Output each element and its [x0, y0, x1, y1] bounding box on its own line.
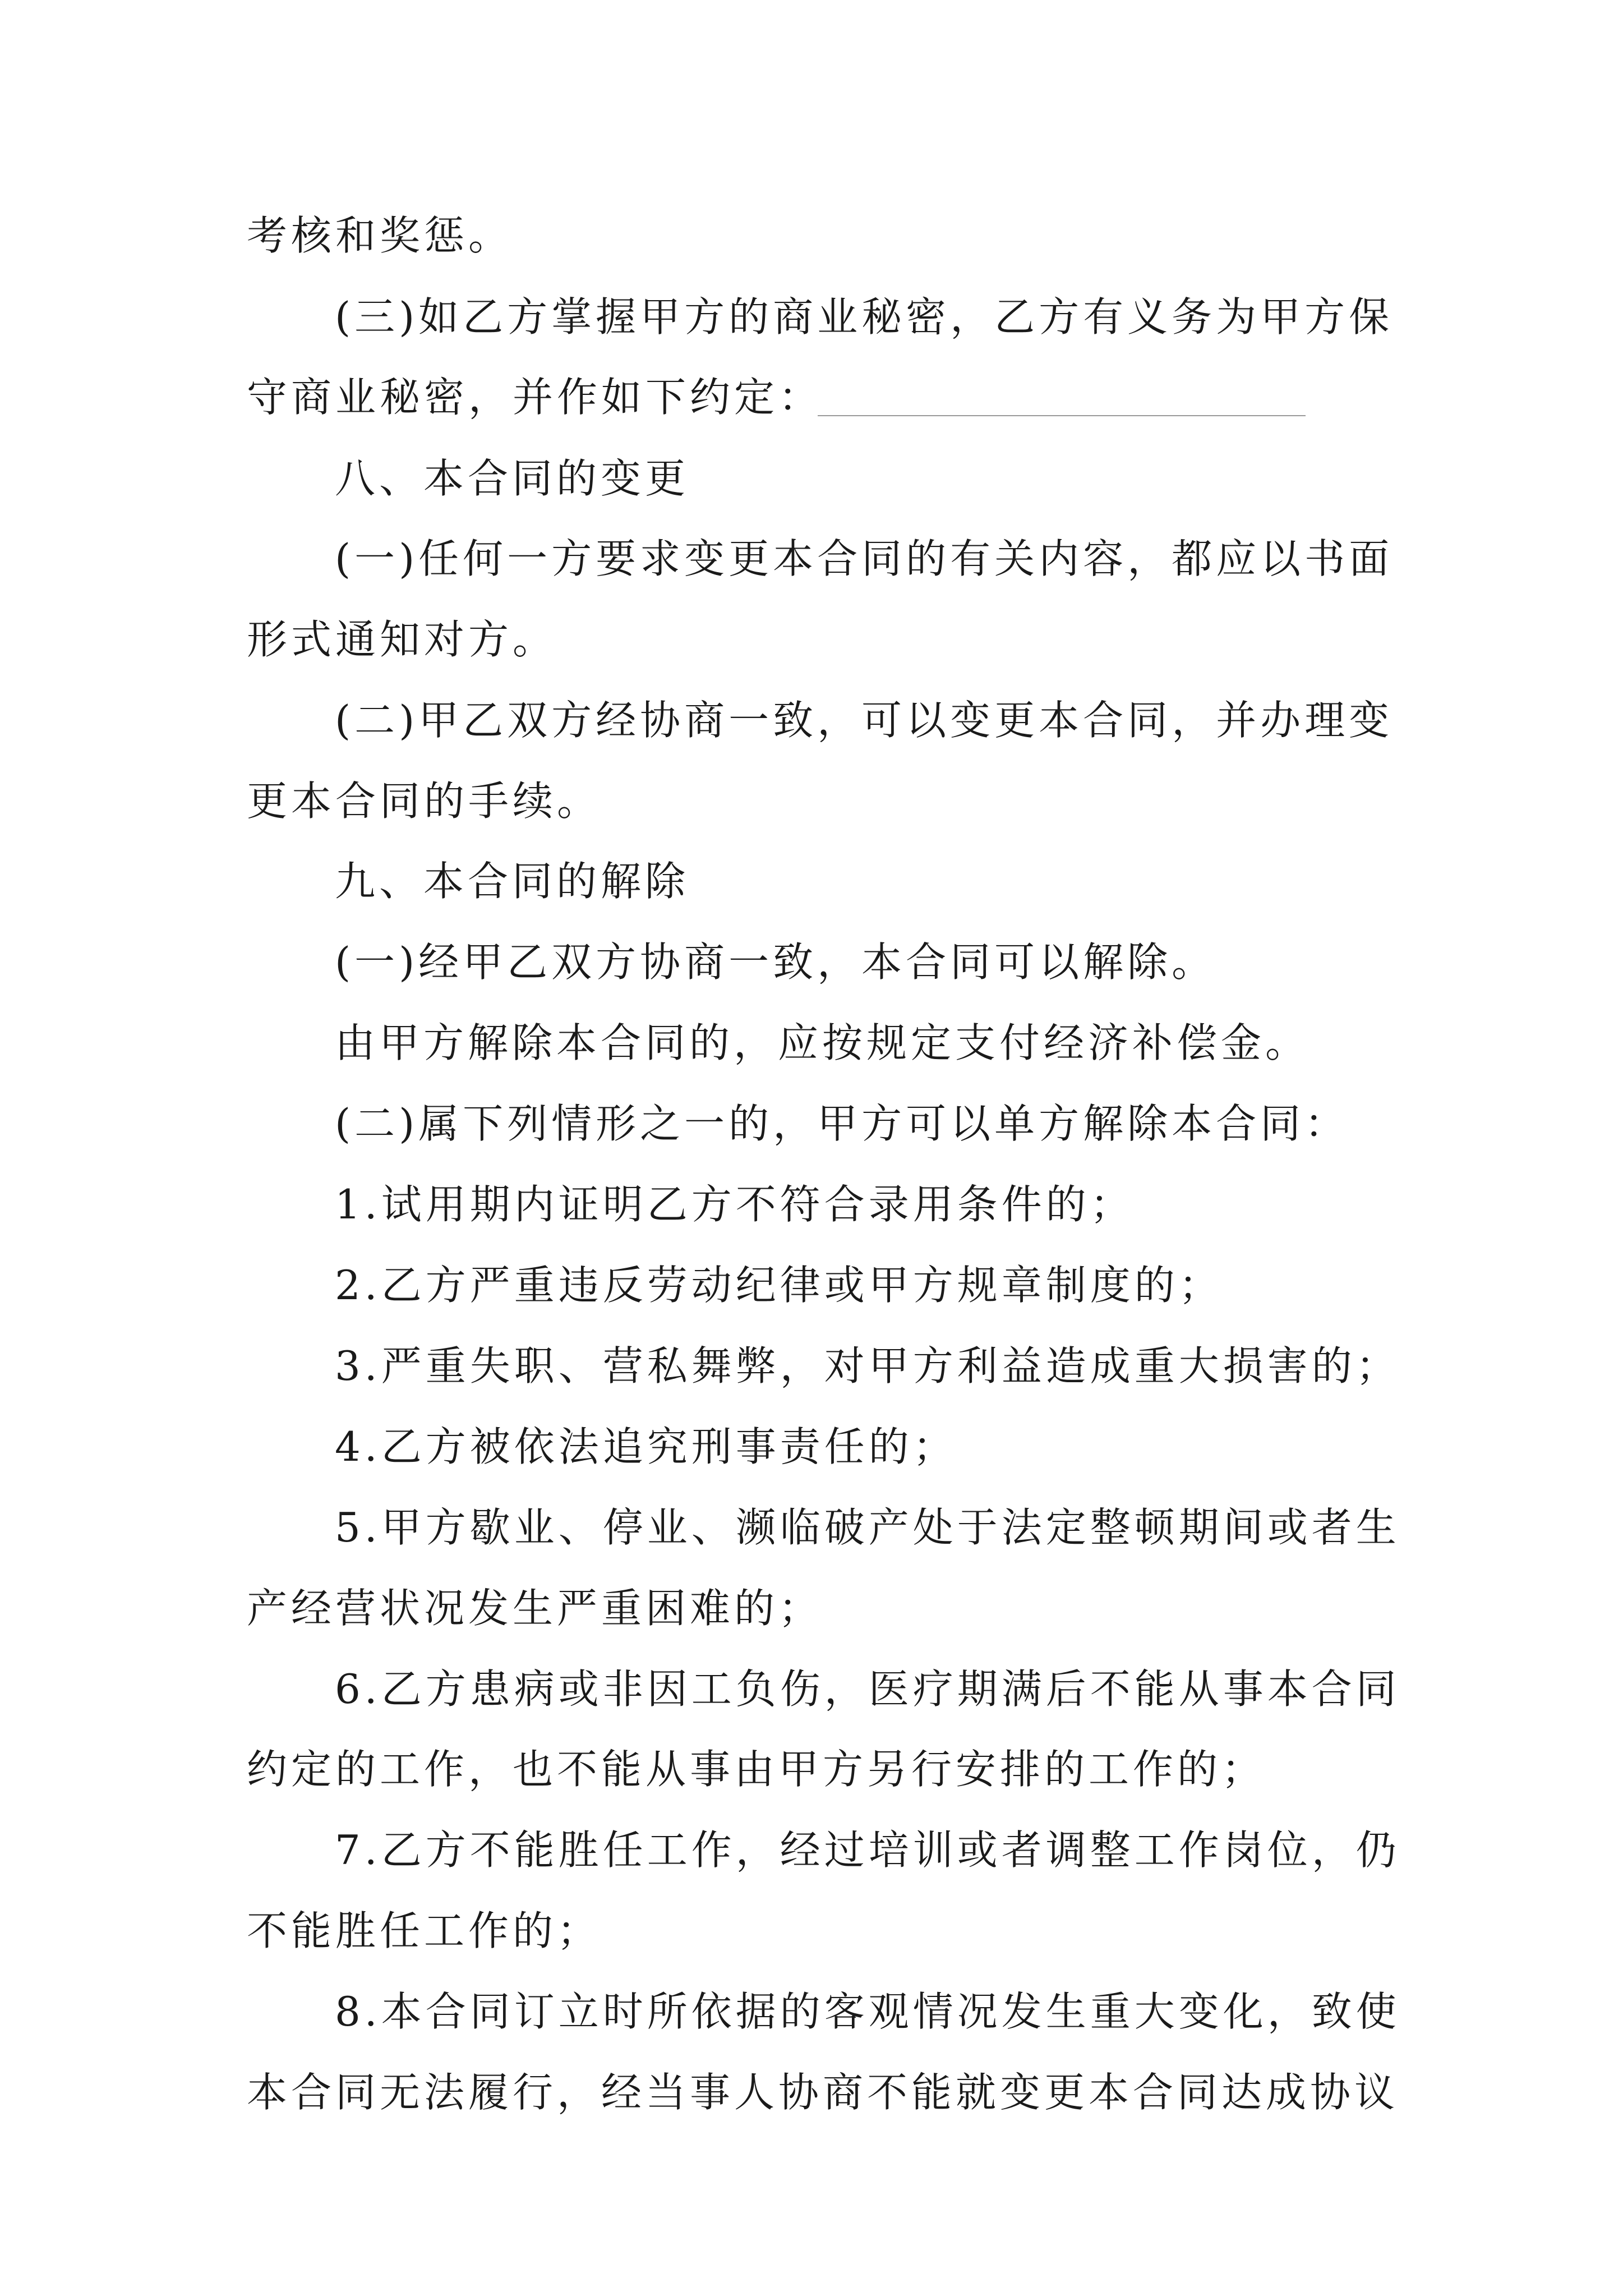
list-item-continuation: 本合同无法履行，经当事人协商不能就变更本合同达成协议 — [247, 2069, 1399, 2116]
list-item: 8.本合同订立时所依据的客观情况发生重大变化，致使 — [335, 1988, 1400, 2035]
list-item: 3.严重失职、营私舞弊，对甲方利益造成重大损害的； — [335, 1342, 1400, 1389]
paragraph-line: 更本合同的手续。 — [247, 777, 602, 825]
paragraph-line: (二)甲乙双方经协商一致，可以变更本合同，并办理变 — [335, 697, 1394, 744]
paragraph-line: 形式通知对方。 — [247, 616, 557, 663]
paragraph-line: 守商业秘密，并作如下约定： — [247, 374, 823, 421]
paragraph-line: (三)如乙方掌握甲方的商业秘密，乙方有义务为甲方保 — [335, 293, 1394, 341]
paragraph-line: 考核和奖惩。 — [247, 212, 513, 259]
paragraph-line: 由甲方解除本合同的，应按规定支付经济补偿金。 — [335, 1019, 1310, 1066]
list-item-continuation: 不能胜任工作的； — [247, 1907, 602, 1954]
list-item: 2.乙方严重违反劳动纪律或甲方规章制度的； — [335, 1262, 1223, 1309]
paragraph-line: (一)任何一方要求变更本合同的有关内容，都应以书面 — [335, 535, 1394, 582]
list-item: 7.乙方不能胜任工作，经过培训或者调整工作岗位，仍 — [335, 1826, 1400, 1874]
paragraph-line: (一)经甲乙双方协商一致，本合同可以解除。 — [335, 938, 1216, 986]
list-item-continuation: 约定的工作，也不能从事由甲方另行安排的工作的； — [247, 1746, 1266, 1793]
fill-in-blank-line — [818, 415, 1306, 416]
section-heading: 八、本合同的变更 — [335, 455, 690, 502]
list-item: 6.乙方患病或非因工负伤，医疗期满后不能从事本合同 — [335, 1665, 1400, 1713]
list-item-continuation: 产经营状况发生严重困难的； — [247, 1585, 823, 1632]
paragraph-line: (二)属下列情形之一的，甲方可以单方解除本合同： — [335, 1100, 1349, 1147]
list-item: 5.甲方歇业、停业、濒临破产处于法定整顿期间或者生 — [335, 1504, 1400, 1551]
list-item: 4.乙方被依法追究刑事责任的； — [335, 1423, 957, 1470]
list-item: 1.试用期内证明乙方不符合录用条件的； — [335, 1181, 1135, 1228]
section-heading: 九、本合同的解除 — [335, 858, 690, 905]
